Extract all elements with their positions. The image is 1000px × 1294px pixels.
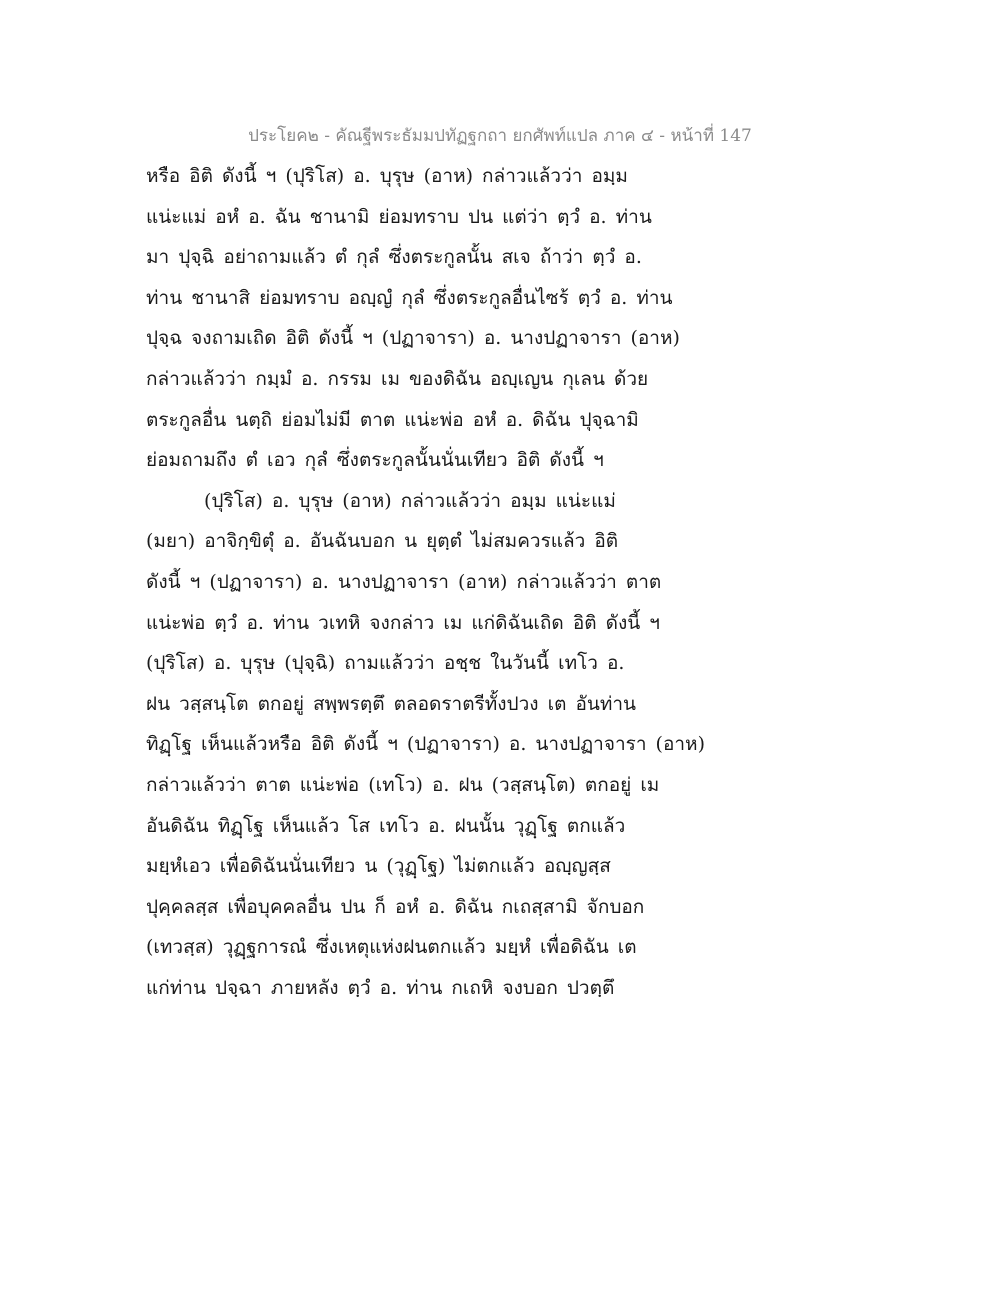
text-line: ปุคฺคลสฺส เพื่อบุคคลอื่น ปน ก็ อหํ อ. ดิฉัน กเถสฺสามิ จักบอก	[146, 895, 645, 918]
text-line: ทิฏฺโฐ เห็นแล้วหรือ อิติ ดังนี้ ฯ (ปฏาจารา) อ. นางปฏาจารา (อาห)	[146, 733, 705, 756]
text-line: ดังนี้ ฯ (ปฏาจารา) อ. นางปฏาจารา (อาห) กล่าวแล้วว่า ตาต	[146, 570, 662, 593]
text-line: (ปุริโส) อ. บุรุษ (ปุจฺฉิ) ถามแล้วว่า อชฺช ในวันนี้ เทโว อ.	[146, 652, 625, 675]
text-line: แน่ะพ่อ ตฺวํ อ. ท่าน วเทหิ จงกล่าว เม แก่ดิฉันเถิด อิติ ดังนี้ ฯ	[146, 611, 660, 634]
text-line: ปุจฺฉ จงถามเถิด อิติ ดังนี้ ฯ (ปฏาจารา) อ. นางปฏาจารา (อาห)	[146, 327, 680, 350]
paragraph-start-line: (ปุริโส) อ. บุรุษ (อาห) กล่าวแล้วว่า อมฺม แน่ะแม่	[204, 489, 616, 512]
text-line: ตระกูลอื่น นตฺถิ ย่อมไม่มี ตาต แน่ะพ่อ อหํ อ. ดิฉัน ปุจฺฉามิ	[146, 408, 639, 431]
text-line: หรือ อิติ ดังนี้ ฯ (ปุริโส) อ. บุรุษ (อาห) กล่าวแล้วว่า อมฺม	[146, 165, 628, 187]
page-header: ประโยค๒ - คัณฐีพระธัมมปทัฏฐกถา ยกศัพท์แปล ภาค ๔ - หน้าที่ 147	[248, 126, 752, 146]
text-line: อันดิฉัน ทิฏฺโฐ เห็นแล้ว โส เทโว อ. ฝนนั้น วุฏฺโฐ ตกแล้ว	[146, 814, 626, 837]
text-line: กล่าวแล้วว่า ตาต แน่ะพ่อ (เทโว) อ. ฝน (วสฺสนฺโต) ตกอยู่ เม	[146, 773, 660, 796]
text-line: มยฺหํเอว เพื่อดิฉันนั่นเทียว น (วุฏฺโฐ) ไม่ตกแล้ว อญฺญสฺส	[146, 855, 611, 878]
text-line: ย่อมถามถึง ตํ เอว กุลํ ซึ่งตระกูลนั้นนั่นเทียว อิติ ดังนี้ ฯ	[146, 449, 604, 472]
text-line: (เทวสฺส) วุฏฺฐการณํ ซึ่งเหตุแห่งฝนตกแล้ว มยฺหํ เพื่อดิฉัน เต	[146, 936, 637, 959]
text-line: แก่ท่าน ปจฺฉา ภายหลัง ตฺวํ อ. ท่าน กเถหิ จงบอก ปวตฺตึ	[146, 976, 615, 999]
text-line: กล่าวแล้วว่า กมฺมํ อ. กรรม เม ของดิฉัน อญฺเญน กุเลน ด้วย	[146, 367, 649, 390]
body-text	[146, 156, 726, 1008]
text-line: ฝน วสฺสนฺโต ตกอยู่ สพฺพรตฺตึ ตลอดราตรีทั้งปวง เต อันท่าน	[146, 692, 637, 715]
text-line: มา ปุจฺฉิ อย่าถามแล้ว ตํ กุลํ ซึ่งตระกูลนั้น สเจ ถ้าว่า ตฺวํ อ.	[146, 246, 642, 269]
text-line: (มยา) อาจิกฺขิตุํ อ. อันฉันบอก น ยุตฺตํ ไม่สมควรแล้ว อิติ	[146, 530, 619, 553]
text-line: ท่าน ชานาสิ ย่อมทราบ อญฺญํ กุลํ ซึ่งตระกูลอื่นไซร้ ตฺวํ อ. ท่าน	[146, 286, 673, 309]
text-line: แน่ะแม่ อหํ อ. ฉัน ชานามิ ย่อมทราบ ปน แต่ว่า ตฺวํ อ. ท่าน	[146, 205, 652, 228]
